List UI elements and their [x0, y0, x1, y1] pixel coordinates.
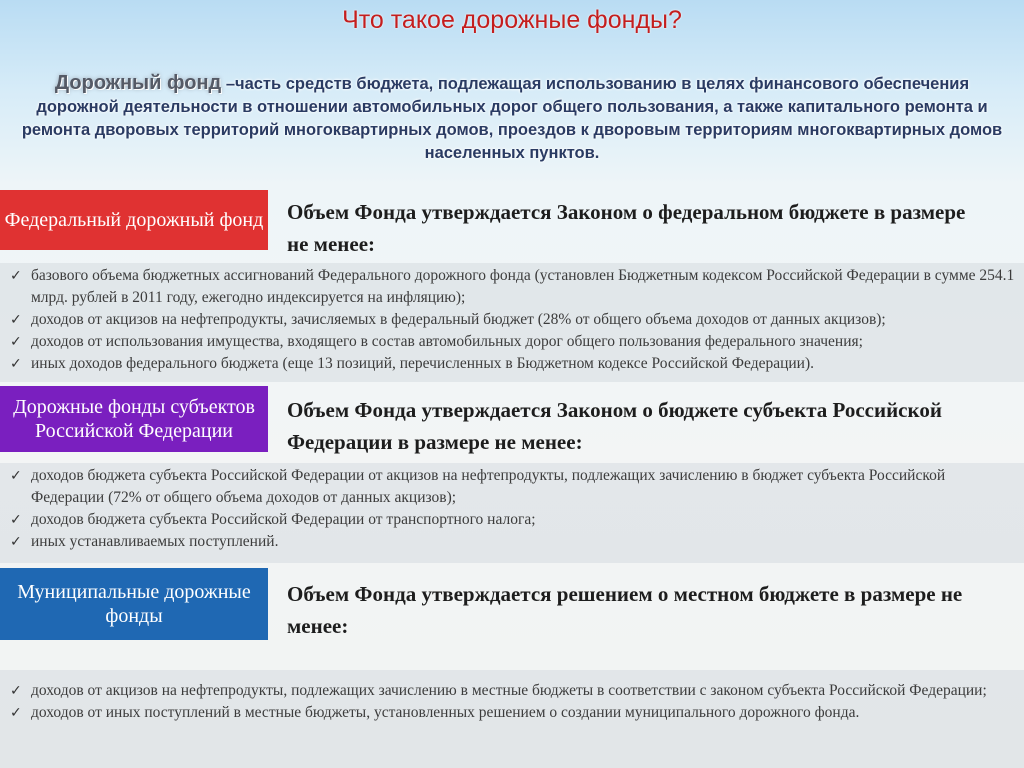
list-item-text: доходов от акцизов на нефтепродукты, зачисляемых в федеральный бюджет (28% от общего объема доходов от данных акцизов); [31, 311, 886, 328]
checkmark-icon: ✓ [10, 334, 22, 350]
list-item-text: базового объема бюджетных ассигнований Федерального дорожного фонда (установлен Бюджетным кодексом Российской Федерации в сумме 254.1 млрд. рублей в 2011 году, ежегодно индексируется на инфляцию); [31, 267, 1015, 306]
list-item [0, 465, 1024, 509]
list-item-text: доходов бюджета субъекта Российской Федерации от транспортного налога; [31, 511, 536, 528]
municipal-fund-label: Муниципальные дорожные фонды [0, 568, 268, 640]
list-item [0, 509, 1024, 531]
slide-title: Что такое дорожные фонды? [342, 6, 682, 34]
definition-term: Дорожный фонд [54, 72, 222, 94]
list-item-text: доходов от акцизов на нефтепродукты, подлежащих зачислению в местные бюджеты в соответствии с законом субъекта Российской Федерации; [31, 682, 987, 699]
checkmark-icon: ✓ [10, 683, 22, 699]
regional-fund-heading: Объем Фонда утверждается Законом о бюджете субъекта Российской Федерации в размере не менее: [287, 398, 942, 454]
municipal-fund-heading: Объем Фонда утверждается решением о местном бюджете в размере не менее: [287, 582, 963, 638]
list-item-text: иных доходов федерального бюджета (еще 13 позиций, перечисленных в Бюджетном кодексе Российской Федерации). [31, 355, 815, 372]
municipal-fund-items [0, 670, 1024, 768]
list-item [0, 309, 1024, 331]
checkmark-icon: ✓ [10, 512, 22, 528]
list-item [0, 331, 1024, 353]
checkmark-icon: ✓ [10, 705, 22, 721]
list-item [0, 353, 1024, 375]
federal-fund-items [0, 263, 1024, 382]
federal-fund-label: Федеральный дорожный фонд [0, 190, 268, 250]
checkmark-icon: ✓ [10, 356, 22, 372]
regional-fund-label: Дорожные фонды субъектов Российской Федерации [0, 386, 268, 452]
definition-body: –часть средств бюджета, подлежащая использованию в целях финансового обеспечения дорожной деятельности в отношении автомобильных дорог общего пользования, а также капитального ремонта и ремонта дворовых территорий многоквартирных домов, проездов к дворовым территориям многоквартирных домов населенных пунктов. [21, 75, 1003, 162]
list-item [0, 531, 1024, 553]
list-item [0, 265, 1024, 309]
list-item [0, 680, 1024, 702]
regional-fund-items [0, 463, 1024, 563]
list-item-text: иных устанавливаемых поступлений. [31, 533, 279, 550]
checkmark-icon: ✓ [10, 534, 22, 550]
definition-text [14, 72, 1010, 165]
checkmark-icon: ✓ [10, 312, 22, 328]
list-item-text: доходов от использования имущества, входящего в состав автомобильных дорог общего пользования федерального значения; [31, 333, 863, 350]
federal-fund-heading: Объем Фонда утверждается Законом о федеральном бюджете в размере не менее: [287, 200, 966, 256]
list-item [0, 702, 1024, 724]
list-item-text: доходов от иных поступлений в местные бюджеты, установленных решением о создании муниципального дорожного фонда. [31, 704, 860, 721]
checkmark-icon: ✓ [10, 468, 22, 484]
checkmark-icon: ✓ [10, 268, 22, 284]
list-item-text: доходов бюджета субъекта Российской Федерации от акцизов на нефтепродукты, подлежащих зачислению в бюджет субъекта Российской Федерации (72% от общего объема доходов от данных акцизов); [31, 467, 946, 506]
